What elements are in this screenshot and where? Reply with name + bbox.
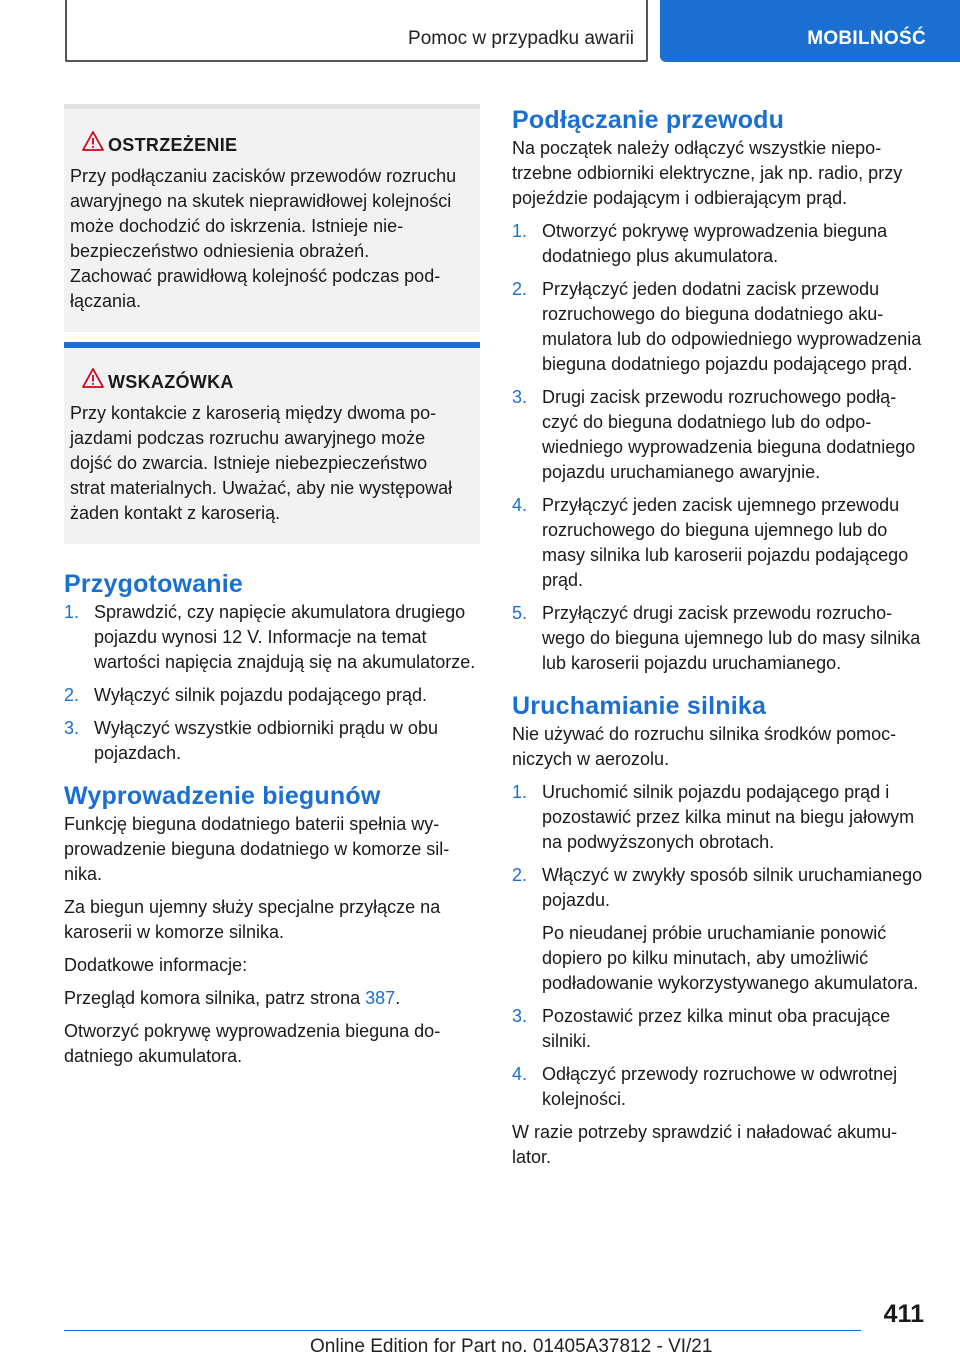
section-title: Pomoc w przypadku awarii [408,28,634,49]
footer-divider [64,1330,861,1331]
paragraph: W razie potrzeby sprawdzić i naładować akumulator. [512,1122,898,1167]
cross-reference: Przegląd komora silnika, patrz strona 387. [64,988,401,1008]
paragraph: Za biegun ujemny służy specjalne przyłącze na karoserii w komorze silnika. [64,897,441,942]
list-item: 3. Pozostawić przez kilka minut oba pracujące silniki. [512,1006,891,1051]
connecting-steps [512,219,924,676]
note-text: Przy kontakcie z karoserią między dwoma pojazdami podczas rozruchu awaryjnego może dojść do zwarcia. Istnieje niebezpieczeństwo strat materialnych. Uważać, aby nie występował żaden kontakt z karoserią. [70,403,453,523]
note-title: WSKAZÓWKA [70,370,466,395]
heading-terminals: Wyprowadzenie biegunów [64,782,381,810]
heading-connecting: Podłączanie przewodu [512,106,785,134]
list-item: 2. Wyłączyć silnik pojazdu podającego prąd. [64,685,428,705]
paragraph: Na początek należy odłączyć wszystkie niepotrzebne odbiorniki elektryczne, jak np. radio, przy pojeździe podającym i odbierającym prąd. [512,138,903,208]
list-item-note: Po nieudanej próbie uruchamianie ponowić dopiero po kilku minutach, aby umożliwić podładowanie wykorzystywanego akumulatora. [542,923,919,993]
chapter-tab[interactable] [660,0,960,62]
warning-text-2: Zachować prawidłową kolejność podczas podłączania. [70,266,441,311]
list-item: 1. Otworzyć pokrywę wyprowadzenia bieguna dodatniego plus akumulatora. [512,221,888,266]
paragraph: Funkcję bieguna dodatniego baterii spełnia wyprowadzenie bieguna dodatniego w komorze silnika. [64,814,450,884]
list-item: 3. Drugi zacisk przewodu rozruchowego podłączyć do bieguna dodatniego lub do odpowiedniego wyprowadzenia bieguna dodatniego pojazdu uruchamianego awaryjnie. [512,387,916,482]
list-item: 2. Przyłączyć jeden dodatni zacisk przewodu rozruchowego do bieguna dodatniego akumulatora lub do odpowiedniego wyprowadzenia bieguna dodatniego pojazdu podającego prąd. [512,279,922,374]
list-item: 1. Sprawdzić, czy napięcie akumulatora drugiego pojazdu wynosi 12 V. Informacje na temat wartości napięcia znajdują się na akumulatorze. [64,602,476,672]
warning-title: OSTRZEŻENIE [70,133,466,158]
header-section-frame [65,0,648,62]
paragraph: Nie używać do rozruchu silnika środków pomocniczych w aerozolu. [512,724,897,769]
warning-text: Przy podłączaniu zacisków przewodów rozruchu awaryjnego na skutek nieprawidłowej kolejności może dochodzić do iskrzenia. Istnieje niebezpieczeństwo odniesienia obrażeń. [70,166,457,261]
list-item: 4. Odłączyć przewody rozruchowe w odwrotnej kolejności. [512,1064,898,1109]
heading-preparation: Przygotowanie [64,570,244,598]
paragraph: Dodatkowe informacje: [64,955,248,975]
left-column [64,104,480,1077]
warning-box [64,104,480,332]
preparation-steps [64,600,480,766]
list-item: 3. Wyłączyć wszystkie odbiorniki prądu w obu pojazdach. [64,718,438,763]
right-column [512,104,924,1178]
list-item: 1. Uruchomić silnik pojazdu podającego prąd i pozostawić przez kilka minut na biegu jałowym na podwyższonych obrotach. [512,782,915,852]
chapter-tab-label: MOBILNOŚĆ [807,28,926,49]
edition-footer: Online Edition for Part no. 01405A37812 - VI/21 [310,1336,713,1357]
paragraph: Otworzyć pokrywę wyprowadzenia bieguna dodatniego akumulatora. [64,1021,441,1066]
list-item: 2. Włączyć w zwykły sposób silnik uruchamianego pojazdu. Po nieudanej próbie uruchamianie ponowić dopiero po kilku minutach, aby umożliwić podładowanie wykorzystywanego akumulatora. [512,863,924,996]
list-item: 4. Przyłączyć jeden zacisk ujemnego przewodu rozruchowego do bieguna ujemnego lub do masy silnika lub karoserii pojazdu podającego prąd. [512,495,909,590]
heading-starting: Uruchamianie silnika [512,692,767,720]
starting-steps [512,780,924,1112]
page-link[interactable]: 387 [365,988,396,1008]
note-box [64,342,480,544]
page-number: 411 [883,1300,924,1328]
warning-triangle-icon [82,131,104,151]
list-item: 5. Przyłączyć drugi zacisk przewodu rozruchowego do bieguna ujemnego lub do masy silnika lub karoserii pojazdu uruchamianego. [512,603,921,673]
caution-triangle-icon [82,368,104,388]
